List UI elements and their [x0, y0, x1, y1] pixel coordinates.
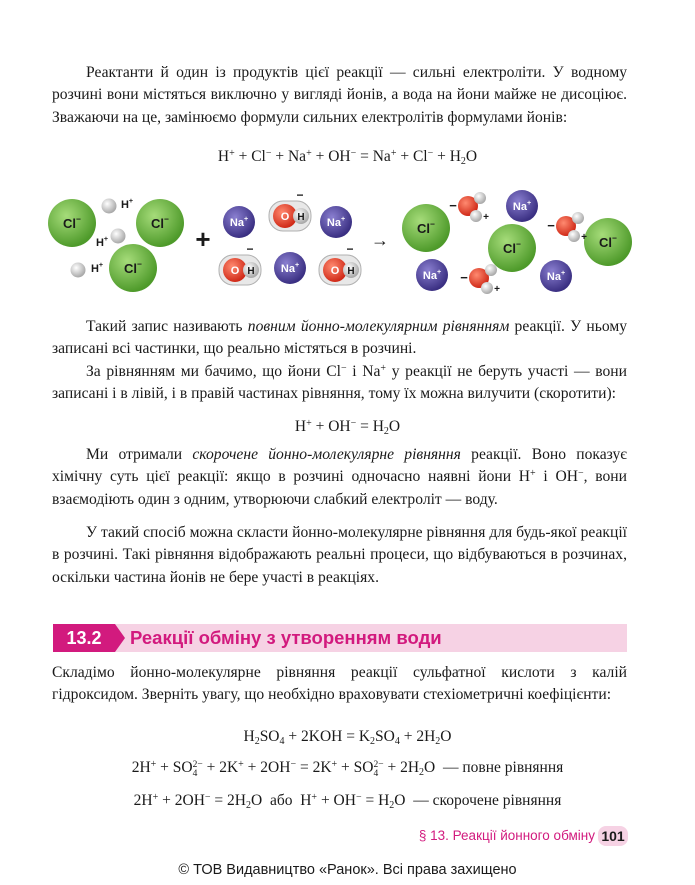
- sodium-label: Na+: [280, 261, 300, 275]
- sodium-label: Na+: [422, 268, 442, 282]
- ion-reaction-diagram: [0, 180, 695, 305]
- equation-short: $H^+ + OH^- = H_2O$: [294, 418, 401, 437]
- paragraph-full-equation: Такий запис називають повним йонно-молекулярним рівнянням реакції. У ньому записані всі частинки, що реально містяться в розчині.: [52, 318, 628, 358]
- equation-short-ionic-sulfate: $2H^+ + 2OH^- = 2H_2O$ або $H^+ + OH^- = H_2O$ — скорочене рівняння: [133, 792, 562, 811]
- chloride-label: Cl−: [63, 214, 81, 231]
- sodium-label: Na+: [326, 215, 346, 229]
- chloride-label: Cl−: [151, 214, 169, 231]
- chloride-label: Cl−: [124, 259, 142, 276]
- hydrogen-label: H: [247, 266, 255, 277]
- partial-charge: −: [449, 198, 457, 213]
- copyright: © ТОВ Видавництво «Ранок». Всі права захищено: [178, 862, 517, 878]
- hydrogen-label: H: [347, 266, 355, 277]
- partial-charge: −: [547, 218, 555, 233]
- section-number: 13.2: [53, 624, 115, 652]
- hydrogen-label: H+: [95, 235, 109, 249]
- hydrogen-label: H+: [90, 261, 104, 275]
- equation-full-ionic-sulfate: 2H+ + SO 2− 4 + 2K+ + 2OH− = 2K+ + SO 2− 4 + $2H_2O$ — повне рівняння: [131, 759, 564, 779]
- charge-label: −: [346, 242, 354, 256]
- partial-charge: −: [460, 270, 468, 285]
- charge-label: −: [296, 188, 304, 202]
- section-title: Реакції обміну з утворенням води: [130, 627, 442, 648]
- charge-label: −: [246, 242, 254, 256]
- hydrogen-label: H+: [120, 197, 134, 211]
- hydrogen-label: H: [297, 212, 305, 223]
- partial-charge: +: [581, 232, 587, 243]
- equation-molecular: $H_2SO_4 + 2KOH = K_2SO_4 + 2H_2O$: [243, 728, 452, 747]
- water-hydrogen: [485, 264, 497, 276]
- water-hydrogen: [572, 212, 584, 224]
- oxygen-label: O: [230, 265, 240, 277]
- paragraph-reactants: Реактанти й один із продуктів цієї реакції — сильні електроліти. У водному розчині вони містяться виключно у вигляді йонів, а вода на йони майже не дисоціює. Зважаючи на це, замінюємо формули сильних електролітів формулами йонів:: [52, 64, 627, 126]
- hydrogen-ion: [71, 263, 86, 278]
- water-hydrogen: [481, 282, 493, 294]
- paragraph-sulfuric-acid: Складімо йонно-молекулярне рівняння реакції сульфатної кислоти з калій гідроксидом. Зверніть увагу, що необхідно враховувати стехіометричні коефіцієнти:: [52, 664, 627, 704]
- sodium-label: Na+: [512, 199, 532, 213]
- water-hydrogen: [470, 210, 482, 222]
- plus-sign: +: [195, 224, 211, 254]
- water-hydrogen: [568, 230, 580, 242]
- page-number: 101: [598, 826, 628, 846]
- oxygen-label: O: [330, 265, 340, 277]
- chloride-label: Cl−: [417, 219, 435, 236]
- water-hydrogen: [474, 192, 486, 204]
- oxygen-label: O: [280, 211, 290, 223]
- paragraph-spectator-ions: За рівнянням ми бачимо, що йони Cl− і Na+ у реакції не беруть участі — вони записані і в лівій, і в правій частинах рівняння, тому їх можна вилучити (скоротити):: [52, 363, 628, 403]
- partial-charge: +: [483, 212, 489, 223]
- paragraph-short-equation: Ми отримали скорочене йонно-молекулярне рівняння реакції. Воно показує хімічну суть цієї реакції: якщо в розчині одночасно наявні йони H+ і OH−, вони взаємодіють один з одним, утворюючи слабкий електроліт — воду.: [52, 446, 627, 508]
- chloride-label: Cl−: [599, 233, 617, 250]
- paragraph-any-reaction: У такий спосіб можна скласти йонно-молекулярне рівняння для будь-якої реакції в розчині. Такі рівняння відображають реальні процеси, що відбуваються в розчинах, оскільки частина йонів не бере участі в реакціях.: [52, 524, 627, 586]
- partial-charge: +: [494, 284, 500, 295]
- chapter-footer: § 13. Реакції йонного обміну: [418, 828, 595, 843]
- chloride-label: Cl−: [503, 239, 521, 256]
- sodium-label: Na+: [546, 269, 566, 283]
- equation-full-ionic: $H^+ + Cl^- + Na^+ + OH^- = Na^+ + Cl^- + H_2O$: [217, 148, 478, 167]
- reaction-arrow: →: [371, 230, 389, 250]
- hydrogen-ion: [111, 229, 126, 244]
- hydrogen-ion: [102, 199, 117, 214]
- sodium-label: Na+: [229, 215, 249, 229]
